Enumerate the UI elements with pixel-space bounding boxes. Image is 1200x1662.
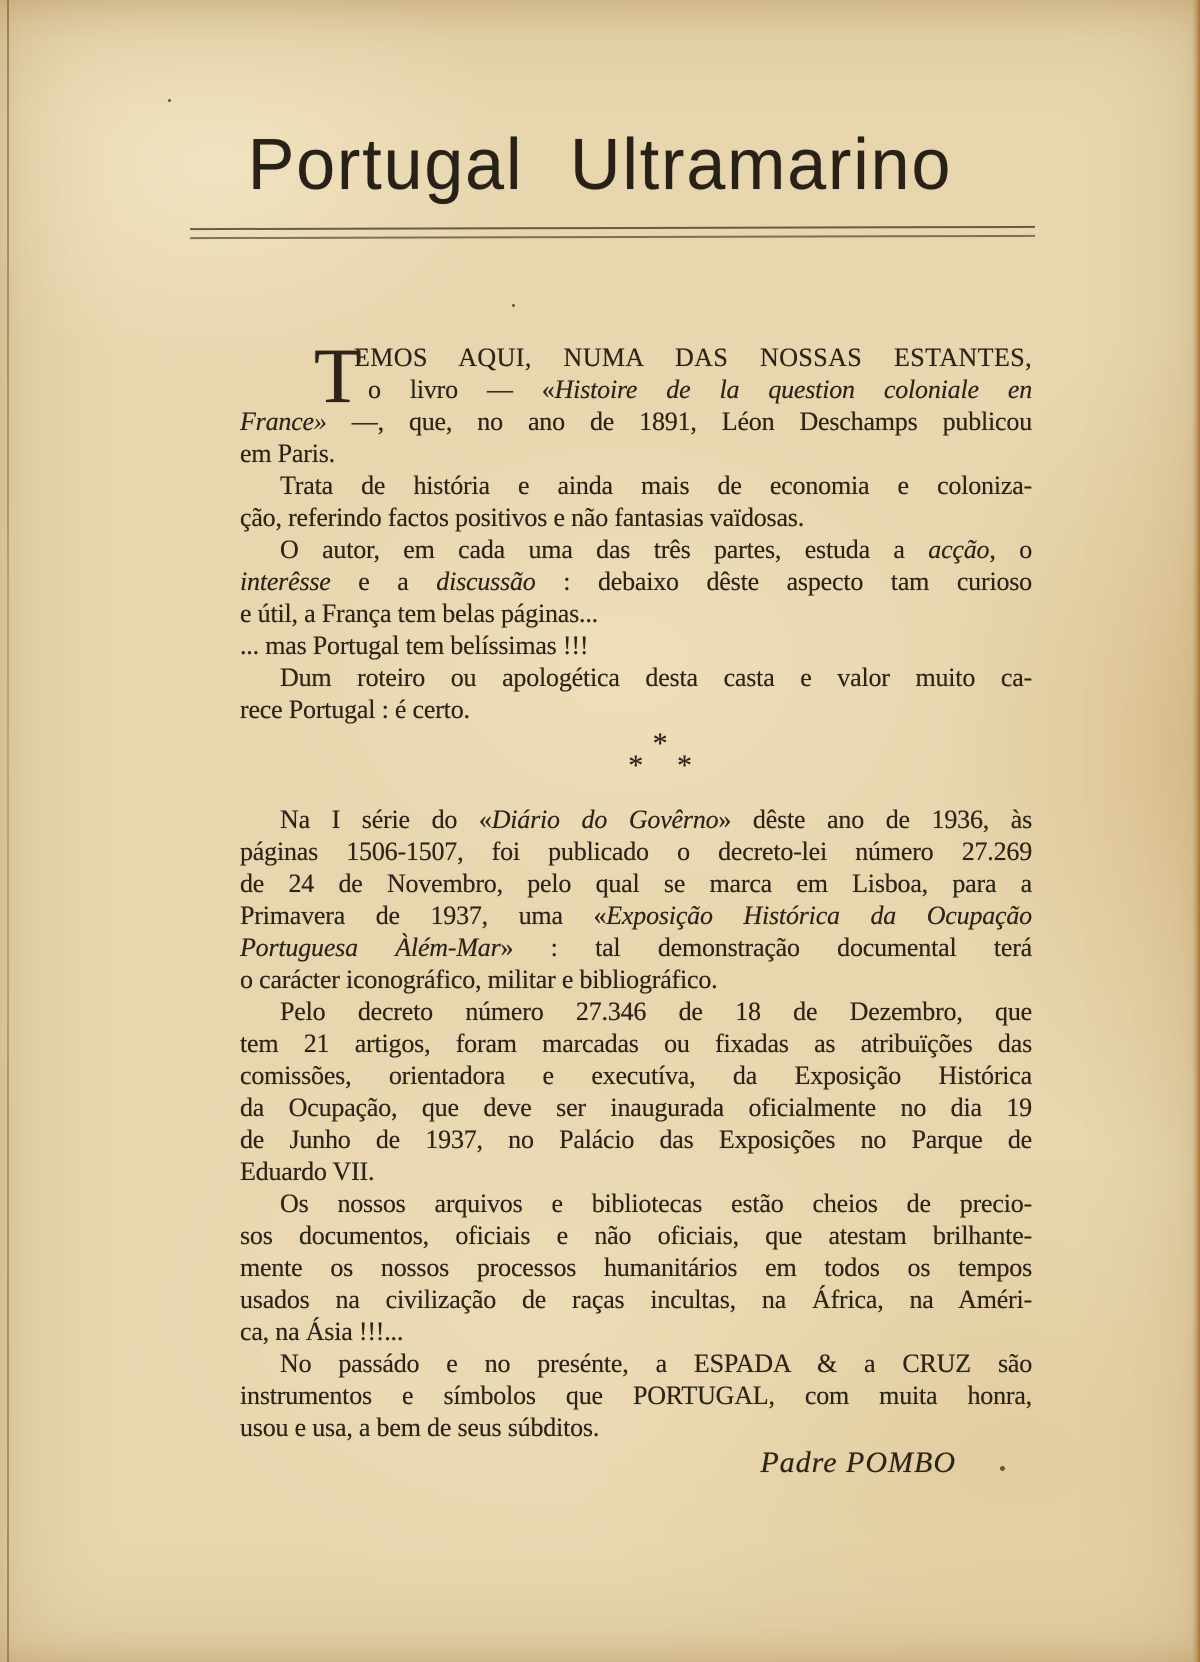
text-line <box>240 868 1032 900</box>
article-section-2 <box>240 804 1032 1444</box>
text-segment: instrumentos e símbolos que PORTUGAL, com muita honra, <box>240 1381 1032 1410</box>
text-segment: ca, na Ásia !!!... <box>240 1317 404 1346</box>
text-line <box>240 836 1032 868</box>
text-line <box>240 694 1032 726</box>
text-line <box>240 534 1032 566</box>
text-line <box>240 1252 1032 1284</box>
text-line <box>240 1412 1032 1444</box>
text-line <box>240 1316 1032 1348</box>
text-segment: Primavera de 1937, uma « <box>240 901 607 930</box>
text-line <box>240 1124 1032 1156</box>
text-segment: de Junho de 1937, no Palácio das Exposições no Parque de <box>240 1125 1032 1154</box>
text-segment: No passádo e no presénte, a ESPADA & a CRUZ são <box>280 1349 1032 1378</box>
text-segment: usados na civilização de raças incultas, na África, na Améri- <box>240 1285 1032 1314</box>
text-segment: e útil, a França tem belas páginas... <box>240 599 598 628</box>
text-segment: Eduardo VII. <box>240 1157 375 1186</box>
page-binding-crease <box>7 0 9 1662</box>
text-line <box>240 1348 1032 1380</box>
text-line <box>240 1220 1032 1252</box>
text-segment: » dêste ano de 1936, às <box>718 805 1033 834</box>
asterisk-icon: * <box>677 749 692 782</box>
text-segment: comissões, orientadora e executíva, da Exposição Histórica <box>240 1061 1032 1090</box>
text-line <box>240 804 1032 836</box>
text-segment: de 24 de Novembro, pelo qual se marca em Lisboa, para a <box>240 869 1032 898</box>
text-segment: » : tal demonstração documental terá <box>500 933 1032 962</box>
page-edge-shadow <box>1192 0 1200 1662</box>
drop-cap: T <box>314 332 362 419</box>
text-line <box>240 900 1032 932</box>
text-segment: ção, referindo factos positivos e não fantasias vaïdosas. <box>240 503 805 532</box>
text-segment: o livro — « <box>368 375 555 404</box>
text-segment: : debaixo dêste aspecto tam curioso <box>535 567 1032 596</box>
page-title: Portugal Ultramarino <box>247 125 953 205</box>
text-line <box>240 502 1032 534</box>
text-segment: Histoire de la question coloniale en <box>554 375 1032 404</box>
text-segment: EMOS AQUI, NUMA DAS NOSSAS ESTANTES, <box>354 343 1032 372</box>
paper-speck <box>168 99 171 102</box>
text-line <box>240 630 1032 662</box>
asterisk-icon: * <box>628 749 643 782</box>
paper-speck <box>512 304 515 307</box>
text-segment: e a <box>330 567 437 596</box>
text-line <box>240 1380 1032 1412</box>
text-segment: sos documentos, oficiais e não oficiais, que atestam brilhante- <box>240 1221 1032 1250</box>
text-segment: páginas 1506-1507, foi publicado o decreto-lei número 27.269 <box>240 837 1032 866</box>
text-segment: acção <box>928 535 990 564</box>
text-segment: Pelo decreto número 27.346 de 18 de Dezembro, que <box>280 997 1032 1026</box>
text-segment: Exposição Histórica da Ocupação <box>606 901 1032 930</box>
text-segment: Trata de história e ainda mais de economia e coloniza- <box>280 471 1032 500</box>
text-line <box>240 1092 1032 1124</box>
title-rule-bottom <box>190 235 1035 239</box>
text-segment: France» <box>240 407 327 436</box>
text-line <box>240 598 1032 630</box>
text-segment: Os nossos arquivos e bibliotecas estão cheios de precio- <box>280 1189 1032 1218</box>
title-rule <box>190 226 1035 239</box>
text-segment: O autor, em cada uma das três partes, estuda a <box>280 535 929 564</box>
text-segment: mente os nossos processos humanitários em todos os tempos <box>240 1253 1032 1282</box>
asterisk-icon: * <box>652 727 668 760</box>
text-line <box>240 662 1032 694</box>
text-segment: em Paris. <box>240 439 335 468</box>
asterisk-icon <box>264 727 1056 760</box>
article-body <box>240 332 1033 1444</box>
text-line <box>240 566 1032 598</box>
text-segment: , o <box>989 535 1032 564</box>
text-segment: —, que, no ano de 1891, Léon Deschamps publicou <box>326 407 1032 436</box>
asterism-row <box>264 749 1056 782</box>
author-signature: Padre POMBO <box>760 1446 956 1479</box>
text-line <box>240 932 1032 964</box>
title-rule-top <box>190 226 1035 230</box>
text-segment: o carácter iconográfico, militar e bibliográfico. <box>240 965 718 994</box>
article-section-1 <box>240 332 1032 726</box>
text-segment: rece Portugal : é certo. <box>240 695 470 724</box>
text-segment: discussão <box>436 567 536 596</box>
text-segment: interêsse <box>240 567 331 596</box>
text-segment: Diário do Govêrno <box>491 805 719 834</box>
text-line <box>240 996 1032 1028</box>
text-line <box>240 1284 1032 1316</box>
text-segment: usou e usa, a bem de seus súbditos. <box>240 1413 600 1442</box>
text-segment: da Ocupação, que deve ser inaugurada oficialmente no dia 19 <box>240 1093 1032 1122</box>
text-line <box>240 1028 1032 1060</box>
text-segment: Dum roteiro ou apologética desta casta e valor muito ca- <box>280 663 1032 692</box>
text-line <box>240 964 1032 996</box>
text-line <box>240 1188 1032 1220</box>
text-line <box>240 438 1032 470</box>
text-segment: Portuguesa Àlém-Mar <box>240 933 501 962</box>
text-segment: Na I série do « <box>280 805 492 834</box>
text-segment: tem 21 artigos, foram marcadas ou fixadas as atribuïções das <box>240 1029 1032 1058</box>
text-segment: ... mas Portugal tem belíssimas !!! <box>240 631 589 660</box>
text-line <box>240 470 1032 502</box>
asterism <box>240 726 1032 804</box>
text-line <box>240 1156 1032 1188</box>
text-line <box>240 1060 1032 1092</box>
text-lines-container <box>240 804 1032 1444</box>
